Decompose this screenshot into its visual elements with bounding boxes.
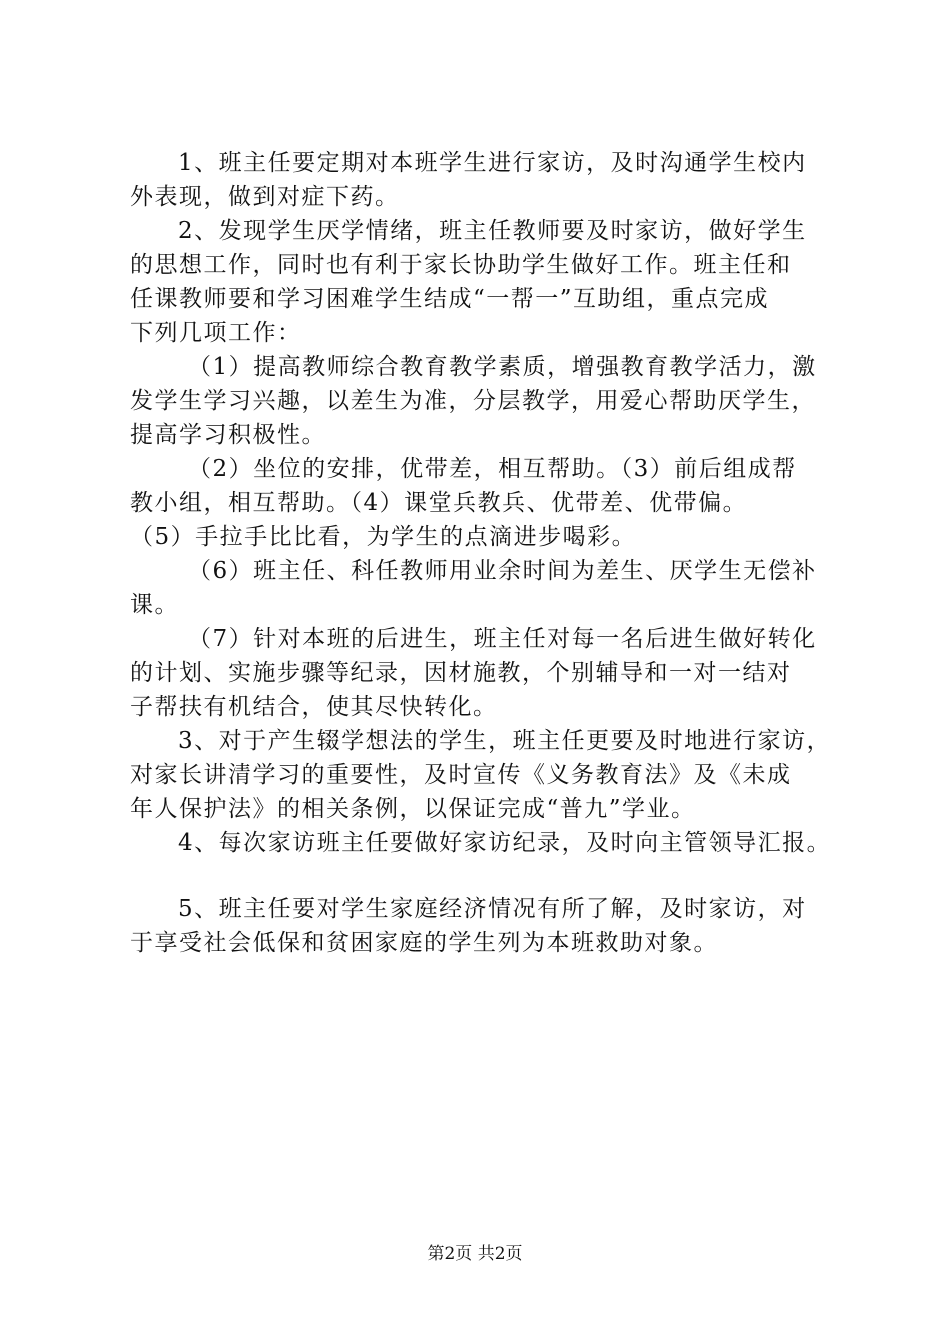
item-2-line-1: （2）坐位的安排，优带差，相互帮助。（3）前后组成帮 [188,456,797,482]
paragraph-1-line-1: 1、班主任要定期对本班学生进行家访，及时沟通学生校内 [178,150,807,176]
paragraph-3-line-2: 对家长讲清学习的重要性，及时宣传《义务教育法》及《未成 [130,762,792,788]
item-2-line-2: 教小组，相互帮助。（4）课堂兵教兵、优带差、优带偏。 [130,490,748,516]
item-1-line-2: 发学生学习兴趣，以差生为准，分层教学，用爱心帮助厌学生， [130,388,816,414]
item-2-line-3: （5）手拉手比比看，为学生的点滴进步喝彩。 [130,524,637,550]
paragraph-2-line-1: 2、发现学生厌学情绪，班主任教师要及时家访，做好学生 [178,218,807,244]
paragraph-2-line-2: 的思想工作，同时也有利于家长协助学生做好工作。班主任和 [130,252,792,278]
paragraph-3-line-1: 3、对于产生辍学想法的学生，班主任更要及时地进行家访， [178,728,832,754]
paragraph-2-line-3: 任课教师要和学习困难学生结成“一帮一”互助组，重点完成 [130,286,770,312]
paragraph-4-line-1: 4、每次家访班主任要做好家访纪录，及时向主管领导汇报。 [178,830,832,856]
paragraph-5-line-1: 5、班主任要对学生家庭经济情况有所了解，及时家访，对 [178,896,807,922]
item-1-line-1: （1）提高教师综合教育教学素质，增强教育教学活力，激 [188,354,817,380]
paragraph-2-line-4: 下列几项工作： [130,320,302,346]
document-body [130,146,850,960]
item-7-line-3: 子帮扶有机结合，使其尽快转化。 [130,694,498,720]
item-7-line-2: 的计划、实施步骤等纪录，因材施教，个别辅导和一对一结对 [130,660,792,686]
paragraph-3-line-3: 年人保护法》的相关条例，以保证完成“普九”学业。 [130,796,696,822]
paragraph-1-line-2: 外表现，做到对症下药。 [130,184,400,210]
item-1-line-3: 提高学习积极性。 [130,422,326,448]
item-6-line-1: （6）班主任、科任教师用业余时间为差生、厌学生无偿补 [188,558,817,584]
page-number-footer: 第2页 共2页 [427,1244,523,1264]
paragraph-gap [130,860,850,892]
item-7-line-1: （7）针对本班的后进生，班主任对每一名后进生做好转化 [188,626,817,652]
item-6-line-2: 课。 [130,592,179,618]
paragraph-5-line-2: 于享受社会低保和贫困家庭的学生列为本班救助对象。 [130,930,718,956]
